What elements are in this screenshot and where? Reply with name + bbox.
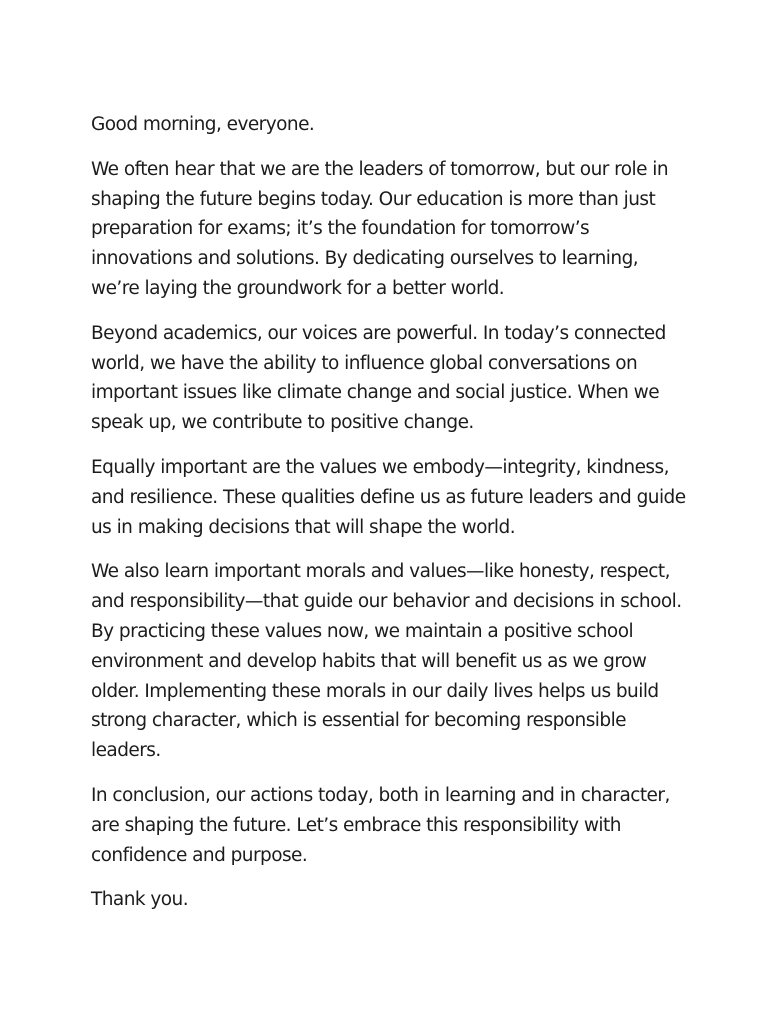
morals-paragraph: We also learn important morals and values—like honesty, respect, and responsibility—that guide our behavior and decisions in school. By practicing these values now, we maintain a positive school environment and develop habits that will benefit us as we grow older. Implementing these morals in our daily lives helps us build strong character, which is essential for becoming responsible leaders. — [91, 561, 682, 762]
values-paragraph: Equally important are the values we embody—integrity, kindness, and resilience. These qualities define us as future leaders and guide us in making decisions that will shape the world. — [91, 456, 686, 538]
conclusion-paragraph: In conclusion, our actions today, both in learning and in character, are shaping the future. Let’s embrace this responsibility with confidence and purpose. — [91, 784, 670, 866]
voices-paragraph: Beyond academics, our voices are powerful. In today’s connected world, we have the ability to influence global conversations on important issues like climate change and social justice. When we speak up, we contribute to positive change. — [91, 322, 666, 434]
leaders-paragraph: We often hear that we are the leaders of tomorrow, but our role in shaping the future begins today. Our education is more than just preparation for exams; it’s the foundation for tomorrow’s innovations and solutions. By dedicating ourselves to learning, we’re laying the groundwork for a better world. — [91, 158, 669, 299]
speech-body — [91, 110, 691, 930]
greeting-paragraph: Good morning, everyone. — [91, 114, 315, 135]
closing-paragraph: Thank you. — [91, 889, 189, 911]
